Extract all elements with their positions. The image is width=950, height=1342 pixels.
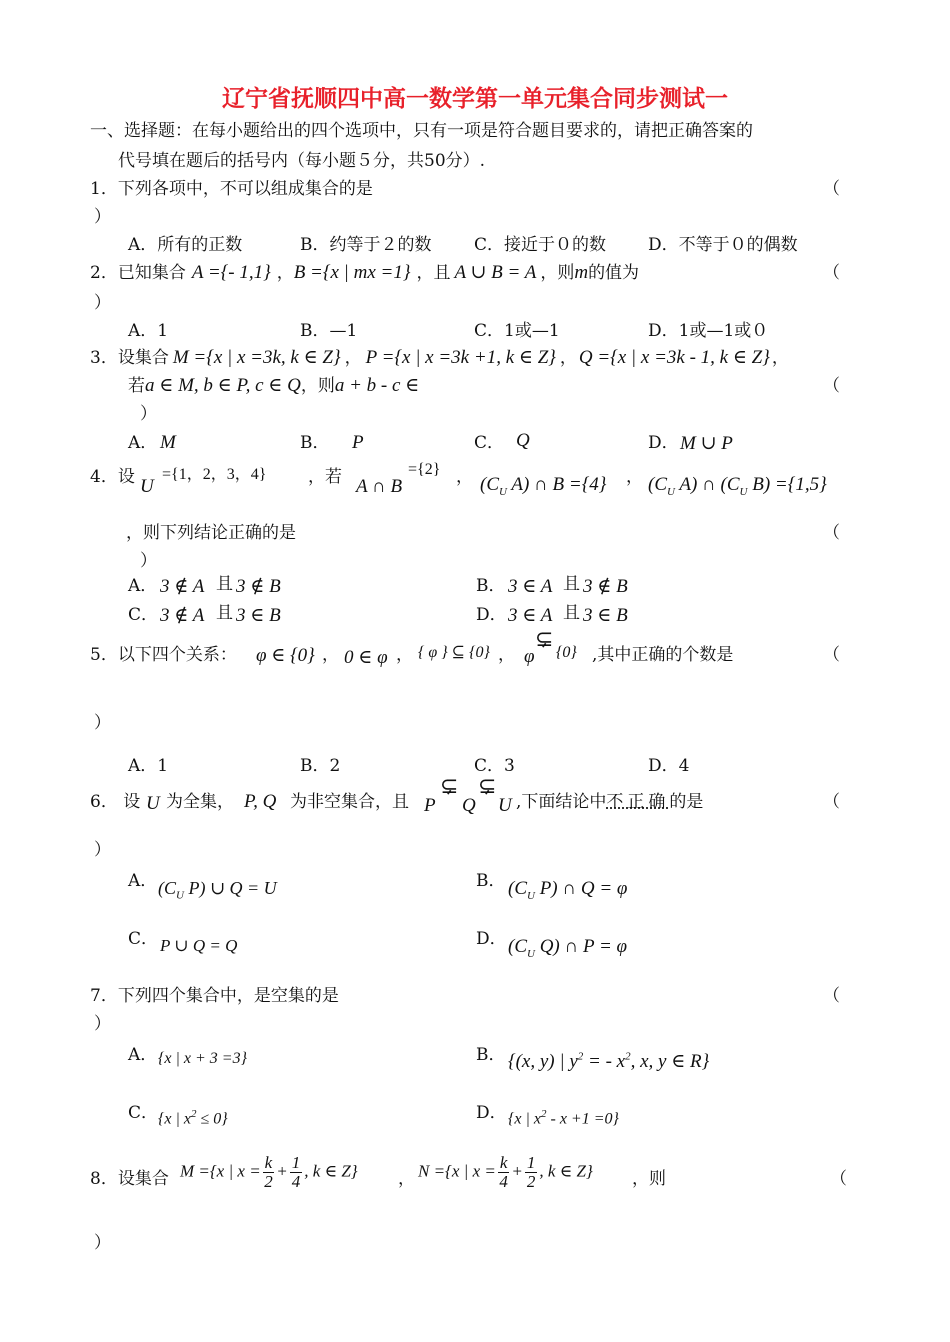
q4-paren-open: （: [823, 523, 840, 543]
q7-paren-close: ）: [94, 1014, 111, 1034]
q3-option-a: M: [160, 432, 176, 453]
q3-option-c: Q: [516, 430, 530, 451]
q3-set-q: Q ={x | x =3k - 1, k ∈ Z}: [578, 347, 770, 368]
q6-q: Q: [462, 795, 476, 816]
q5-paren-close: ）: [94, 713, 111, 733]
q8-paren-open: （: [830, 1169, 847, 1189]
q7-option-b: {(x, y) | $y^2$ = - $x^2$, x, y ∈ R}: [508, 1050, 710, 1072]
q2-paren-open: （: [823, 263, 840, 283]
q4-expression-1: ($C_U$ A) ∩ B ={4}: [480, 474, 607, 498]
q3-set-m: M ={x | x =3k, k ∈ Z}: [172, 347, 341, 368]
q2-set-b: B ={x | mx =1}: [293, 262, 411, 283]
q6-option-b-label: B．: [476, 871, 506, 891]
q3-paren-open: （: [823, 376, 840, 396]
q3-option-b: P: [352, 432, 364, 453]
q5-relation-3: { φ } ⊆ {0}: [418, 644, 490, 661]
q4-stem-pre: 4．设: [90, 467, 135, 487]
q6-u2: U: [498, 795, 512, 816]
q2-condition: A ∪ B = A: [454, 262, 537, 283]
q4-option-d-part2: 3 ∈ B: [583, 605, 628, 626]
q8-set-n: N ={x | x = $\frac{k}{4}$ + $\frac{1}{2}$ , k ∈ Z}: [418, 1153, 593, 1191]
q4-option-c-label: C．: [128, 605, 159, 625]
q8-stem-pre: 8．设集合: [90, 1169, 169, 1189]
q7-option-b-label: B．: [476, 1045, 506, 1065]
q4-option-b-and: 且: [563, 574, 580, 594]
q4-option-d-part1: 3 ∈ A: [508, 605, 553, 626]
q4-option-b-part1: 3 ∈ A: [508, 576, 553, 597]
q6-option-d: ($C_U$ Q) ∩ P = φ: [508, 936, 628, 960]
q7-stem: 7．下列四个集合中，是空集的是: [90, 986, 339, 1006]
q2-option-d: D．1或—1或０: [648, 321, 769, 341]
q6-option-d-label: D．: [476, 929, 507, 949]
q3-option-c-label: C．: [474, 433, 505, 453]
q2-stem: 2．已知集合 A ={- 1,1} ，B ={x | mx =1} ，且 A ∪ B = A ，则m的值为: [90, 262, 640, 283]
q7-option-a-label: A．: [128, 1045, 158, 1065]
q4-option-a-and: 且: [216, 574, 233, 594]
q5-option-a: A．1: [128, 756, 169, 776]
q3-option-b-label: B．: [300, 433, 330, 453]
q4-universal-set: U: [140, 476, 154, 497]
q8-set-m: M ={x | x = $\frac{k}{2}$ + $\frac{1}{4}$ , k ∈ Z}: [180, 1153, 358, 1191]
q8-paren-close: ）: [94, 1233, 111, 1253]
q6-option-c: P ∪ Q = Q: [160, 936, 238, 955]
q7-option-d: {x | $x^2 - x +1 =0$}: [508, 1108, 619, 1128]
q6-option-c-label: C．: [128, 929, 159, 949]
q6-proper-subset-2: ⊊: [478, 773, 497, 798]
q7-paren-open: （: [823, 986, 840, 1006]
q3-condition: a ∈ M, b ∈ P, c ∈ Q: [145, 375, 301, 396]
section-instruction-line1: 一、选择题：在每小题给出的四个选项中，只有一项是符合题目要求的，请把正确答案的: [90, 121, 753, 141]
q5-paren-open: （: [823, 645, 840, 665]
q3-line2: [128, 371, 419, 397]
q4-option-a-part1: 3 ∉ A: [160, 576, 205, 597]
q5-stem-pre: 5．以下四个关系：: [90, 645, 237, 665]
q5-relation-4b: {0}: [556, 644, 577, 661]
q6-option-a-label: A．: [128, 871, 158, 891]
q6-text-1: 为全集，: [166, 792, 234, 812]
section-instruction-line2: 代号填在题后的括号内（每小题５分，共50分）.: [118, 151, 486, 171]
q6-p: P: [424, 795, 436, 816]
q6-pq: P, Q: [244, 791, 277, 812]
q3-line2-mid: ，则: [300, 376, 335, 396]
q4-option-a-label: A．: [128, 576, 158, 596]
q7-option-a: {x | x + 3 =3}: [158, 1050, 247, 1067]
q5-relation-4a: φ: [524, 646, 535, 667]
q2-option-b: B．—1: [300, 321, 358, 341]
q4-option-c-part1: 3 ∉ A: [160, 605, 205, 626]
q6-universal-set: U: [146, 793, 160, 814]
q4-universal-value: ={1，2，3，4}: [162, 466, 267, 483]
q8-frac-1-4: $\frac{1}{4}$: [291, 1153, 301, 1191]
q4-option-a-part2: 3 ∉ B: [236, 576, 281, 597]
q3-option-a-label: A．: [128, 433, 158, 453]
q3-set-p: P ={x | x =3k +1, k ∈ Z}: [365, 347, 556, 368]
q8-frac-1-2: $\frac{1}{2}$: [526, 1153, 536, 1191]
q4-option-d-and: 且: [563, 603, 580, 623]
q2-mid: ，且: [416, 263, 451, 283]
q6-paren-open: （: [823, 792, 840, 812]
q6-option-a: ($C_U$ P) ∪ Q = U: [158, 878, 277, 902]
q5-option-b: B．2: [300, 756, 341, 776]
q3-line2-pre: 若: [128, 376, 145, 396]
q1-option-b: B．约等于２的数: [300, 235, 432, 255]
q2-option-a: A．1: [128, 321, 169, 341]
q3-expression: a + b - c ∈: [334, 375, 420, 396]
q1-paren-close: ）: [94, 207, 111, 227]
q4-option-d-label: D．: [476, 605, 507, 625]
q3-option-d-label: D．: [648, 433, 679, 453]
q4-option-b-label: B．: [476, 576, 506, 596]
q1-option-a: A．所有的正数: [128, 235, 243, 255]
q5-relation-1: φ ∈ {0}: [256, 645, 315, 666]
q5-proper-subset-symbol: ⊊: [535, 626, 554, 651]
q2-tail: ，则: [540, 263, 575, 283]
q2-m: m: [574, 262, 589, 283]
q6-stem-pre: 6． 设: [90, 792, 141, 812]
q5-option-d: D．4: [648, 756, 690, 776]
q1-paren-open: （: [823, 179, 840, 199]
q5-tail: ,其中正确的个数是: [592, 645, 734, 665]
q7-option-d-label: D．: [476, 1103, 507, 1123]
q4-line2: ，则下列结论正确的是: [126, 523, 296, 543]
q3-stem-pre: 3．设集合: [90, 348, 169, 368]
q4-option-b-part2: 3 ∉ B: [583, 576, 628, 597]
q4-expression-2: ($C_U$ A) ∩ ($C_U$ B) ={1,5}: [648, 474, 827, 498]
q2-paren-close: ）: [94, 293, 111, 313]
q4-paren-close: ）: [140, 551, 157, 571]
q6-paren-close: ）: [94, 840, 111, 860]
q8-tail: ，则: [632, 1169, 666, 1189]
q6-text-2: 为非空集合，且: [290, 792, 409, 812]
q4-ruo: ，若: [308, 467, 342, 487]
q8-frac-k-4: $\frac{k}{4}$: [499, 1153, 508, 1191]
q2-end: 的值为: [588, 263, 640, 283]
q5-relation-2: 0 ∈ φ: [344, 647, 388, 668]
q2-stem-pre: 2．已知集合: [90, 263, 186, 283]
q4-option-c-and: 且: [216, 603, 233, 623]
q4-option-c-part2: 3 ∈ B: [236, 605, 281, 626]
q3-option-d: M ∪ P: [680, 433, 733, 454]
q6-tail: ,下面结论中不正确的是: [516, 792, 704, 812]
q5-option-c: C．3: [474, 756, 515, 776]
q8-frac-k-2: $\frac{k}{2}$: [264, 1153, 273, 1191]
q4-intersection-value: ={2}: [408, 461, 441, 478]
q1-option-c: C．接近于０的数: [474, 235, 607, 255]
q3-stem: 3．设集合 M ={x | x =3k, k ∈ Z} ， P ={x | x =3k +1, k ∈ Z} ， Q ={x | x =3k - 1, k ∈ Z} ，: [90, 347, 789, 368]
q2-option-c: C．1或—1: [474, 321, 560, 341]
q1-option-d: D．不等于０的偶数: [648, 235, 798, 255]
q3-paren-close: ）: [140, 404, 157, 424]
q1-stem: 1．下列各项中，不可以组成集合的是: [90, 179, 373, 199]
q7-option-c: {x | $x^2 \le 0$}: [158, 1108, 228, 1128]
q6-proper-subset-1: ⊊: [440, 773, 459, 798]
q4-intersection: A ∩ B: [356, 476, 403, 497]
page-title: 辽宁省抚顺四中高一数学第一单元集合同步测试一: [222, 85, 728, 112]
q6-option-b: ($C_U$ P) ∩ Q = φ: [508, 878, 628, 902]
q2-set-a: A ={- 1,1}: [191, 262, 271, 283]
q7-option-c-label: C．: [128, 1103, 159, 1123]
